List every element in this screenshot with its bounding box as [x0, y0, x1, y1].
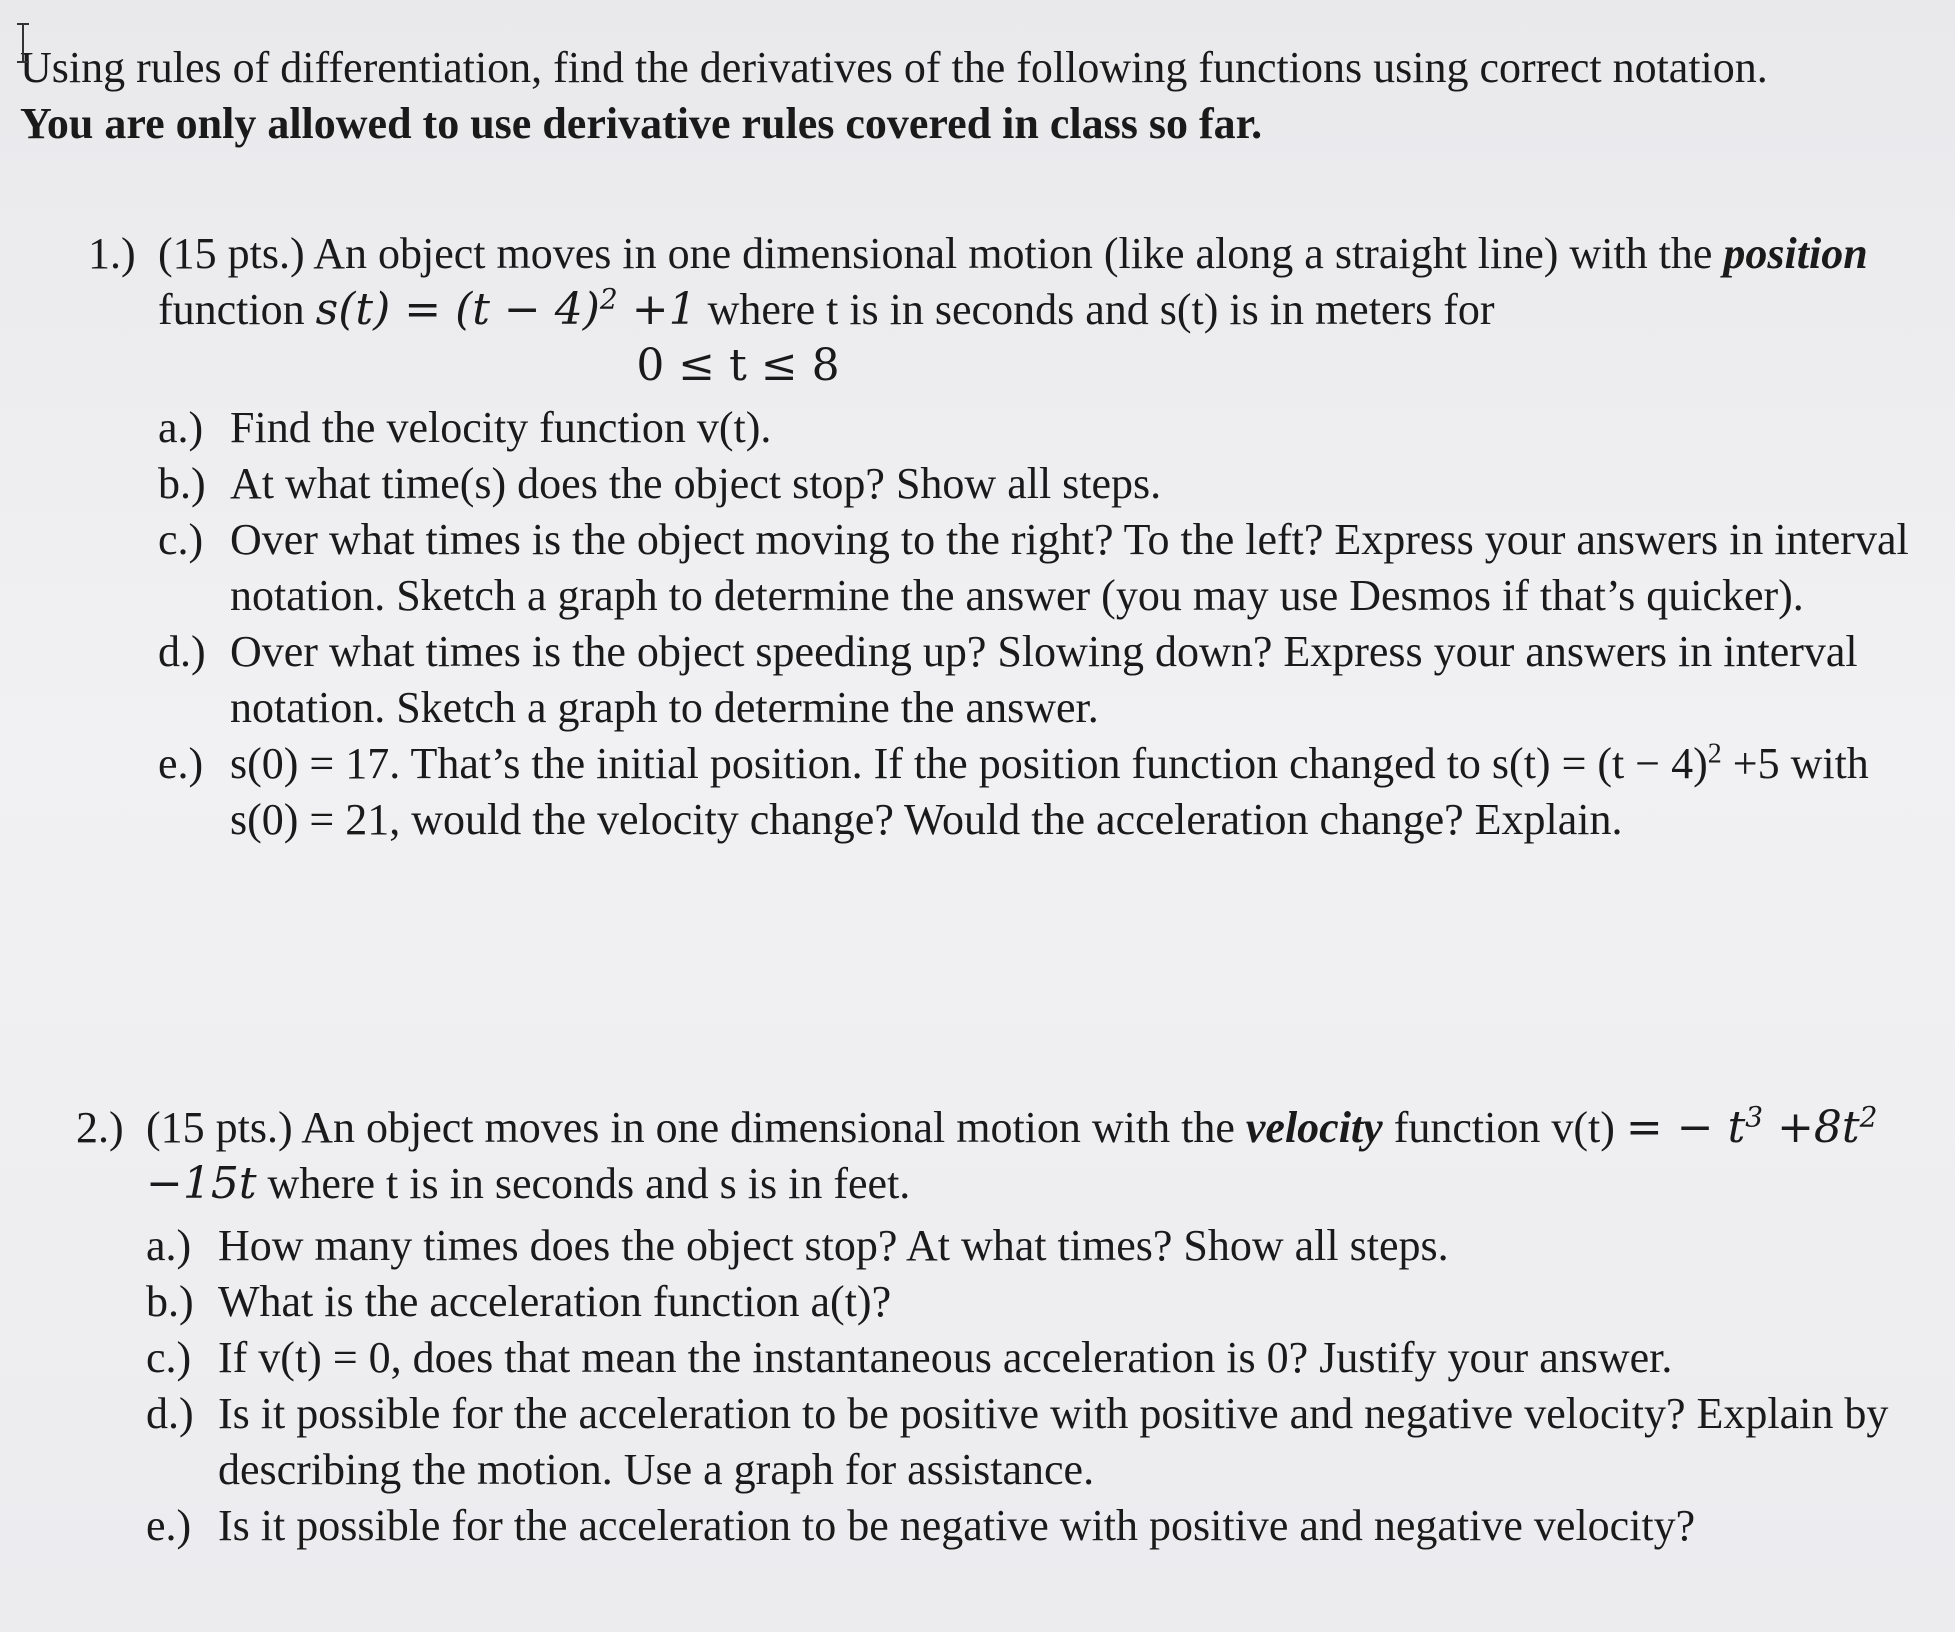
statement-text: An object moves in one dimensional motion with the [301, 1103, 1235, 1152]
instructions-bold-text: You are only allowed to use derivative rules covered in class so far. [20, 99, 1263, 148]
points: (15 pts.) [146, 1103, 293, 1152]
list-item: b.) At what time(s) does the object stop? Show all steps. [158, 459, 1162, 508]
problem-1 [88, 226, 1918, 848]
instructions-text: Using rules of differentiation, find the derivatives of the following functions using correct notation. [20, 43, 1768, 92]
list-item: c.) Over what times is the object moving to the right? To the left? Express your answers in interval notation. Sketch a graph to determine the answer (you may use Desmos if that’s quicker). [158, 515, 1909, 620]
text-cursor-icon [14, 22, 32, 64]
statement-text: where t is in seconds and s is in feet. [267, 1159, 911, 1208]
problem-1-statement [158, 226, 1918, 338]
statement-text: function [158, 285, 305, 334]
emphasized-word: velocity [1245, 1103, 1383, 1152]
points: (15 pts.) [158, 229, 305, 278]
emphasized-word: position [1723, 229, 1868, 278]
velocity-function: = − $t^3 +8t^2 -15t$ [146, 1100, 1878, 1209]
list-item: d.) Over what times is the object speeding up? Slowing down? Express your answers in interval notation. Sketch a graph to determine the answer. [158, 627, 1858, 732]
problem-2-parts [146, 1218, 1896, 1554]
problem-2-statement [146, 1100, 1896, 1212]
position-function: $s(t) = (t - 4)^2 +1$ [315, 282, 697, 335]
list-item: e.) s(0) = 17. That’s the initial position. If the position function changed to $s(t) = (t - 4)^2 +5$ with s(0) = 21, would the velocity change? Would the acceleration change? Explain. [158, 738, 1869, 844]
list-item: b.) What is the acceleration function a(t)? [146, 1277, 892, 1326]
statement-text: where t is in seconds and s(t) is in meters for [707, 285, 1495, 334]
statement-text: function v(t) [1393, 1103, 1615, 1152]
list-item: a.) How many times does the object stop? At what times? Show all steps. [146, 1221, 1449, 1270]
problem-number: 1.) [88, 229, 136, 278]
instructions [16, 40, 1850, 152]
list-item: e.) Is it possible for the acceleration to be negative with positive and negative velocity? [146, 1501, 1696, 1550]
problem-2 [76, 1100, 1896, 1554]
statement-text: An object moves in one dimensional motion (like along a straight line) with the [313, 229, 1713, 278]
list-item: d.) Is it possible for the acceleration to be positive with positive and negative velocity? Explain by describing the motion. Use a graph for assistance. [146, 1389, 1889, 1494]
domain-constraint: 0 ≤ t ≤ 8 [636, 340, 840, 391]
list-item: c.) If v(t) = 0, does that mean the instantaneous acceleration is 0? Justify your answer. [146, 1333, 1673, 1382]
problem-number: 2.) [76, 1103, 124, 1152]
problem-1-parts [158, 400, 1918, 848]
list-item: a.) Find the velocity function v(t). [158, 403, 772, 452]
